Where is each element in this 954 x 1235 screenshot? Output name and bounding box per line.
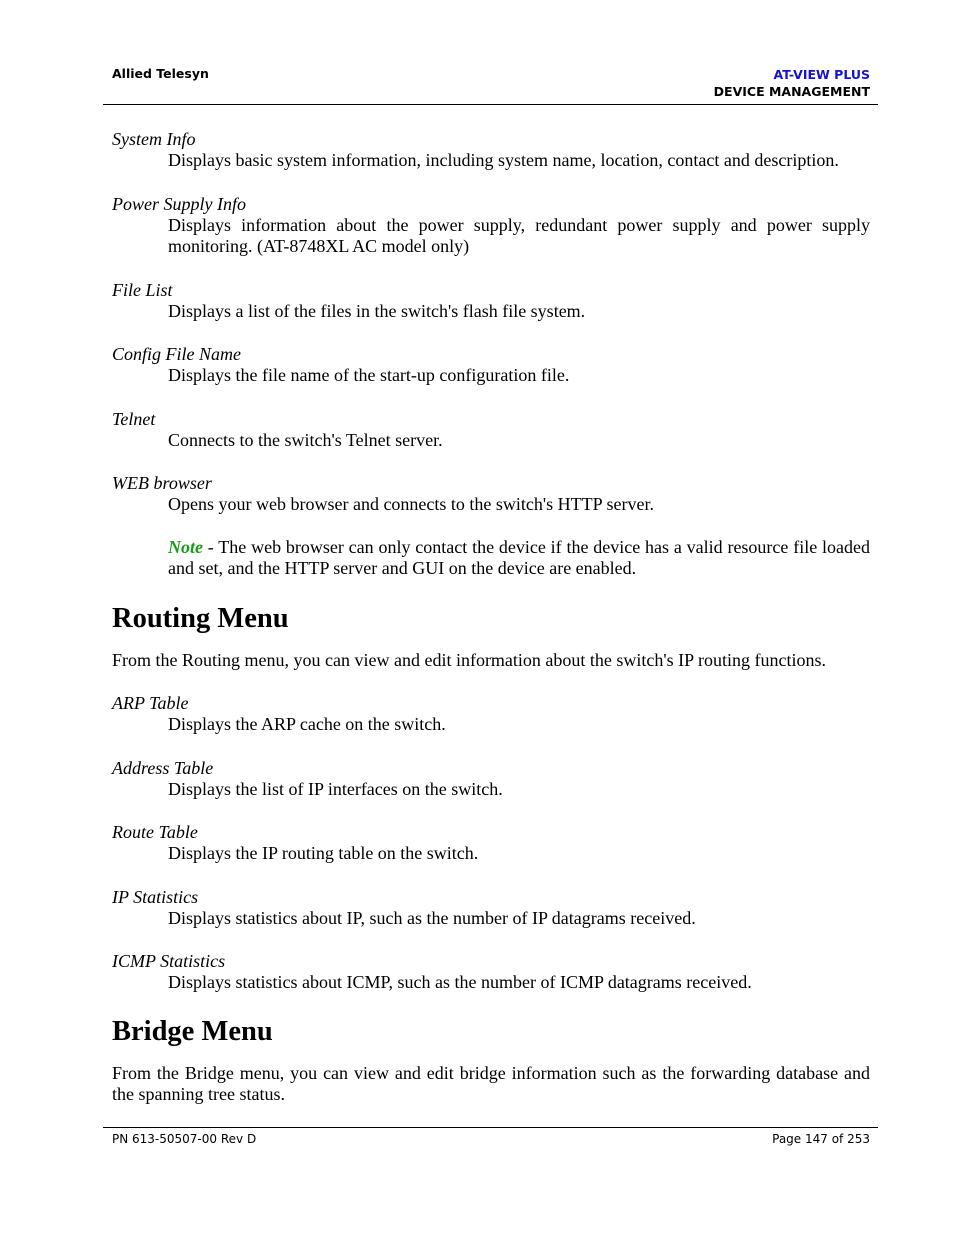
- term-arp-table: ARP Table: [112, 693, 189, 713]
- header-company: Allied Telesyn: [112, 66, 209, 81]
- header-product: AT-VIEW PLUS: [773, 67, 870, 82]
- note-paragraph: [168, 537, 870, 580]
- header-section: DEVICE MANAGEMENT: [713, 84, 870, 99]
- desc-file-list: Displays a list of the files in the switch's flash file system.: [168, 300, 586, 321]
- term-config-file-name: Config File Name: [112, 344, 241, 364]
- bridge-menu-heading: Bridge Menu: [112, 1015, 273, 1047]
- term-route-table: Route Table: [112, 822, 198, 842]
- term-file-list: File List: [112, 279, 173, 300]
- footer-part-number: PN 613-50507-00 Rev D: [112, 1132, 257, 1146]
- term-icmp-statistics: ICMP Statistics: [112, 951, 226, 971]
- footer-page-number: Page 147 of 253: [772, 1132, 870, 1146]
- page-content: [112, 128, 870, 1127]
- note-text: - The web browser can only contact the device if the device has a valid resource file loaded and set, and the HTTP server and GUI on the device are enabled.: [168, 536, 870, 578]
- desc-web-browser: Opens your web browser and connects to the switch's HTTP server.: [168, 494, 654, 514]
- desc-arp-table: Displays the ARP cache on the switch.: [168, 714, 446, 734]
- desc-ip-statistics: Displays statistics about IP, such as the number of IP datagrams received.: [168, 907, 696, 928]
- note-label: Note: [168, 536, 203, 557]
- term-power-supply-info: Power Supply Info: [112, 193, 246, 214]
- header-divider: [103, 104, 878, 105]
- bridge-intro: From the Bridge menu, you can view and edit bridge information such as the forwarding database and the spanning tree status.: [112, 1062, 870, 1104]
- desc-telnet: Connects to the switch's Telnet server.: [168, 429, 443, 450]
- desc-address-table: Displays the list of IP interfaces on the switch.: [168, 778, 503, 799]
- desc-icmp-statistics: Displays statistics about ICMP, such as the number of ICMP datagrams received.: [168, 972, 752, 992]
- desc-route-table: Displays the IP routing table on the switch.: [168, 843, 479, 863]
- term-telnet: Telnet: [112, 408, 156, 429]
- term-ip-statistics: IP Statistics: [112, 886, 199, 907]
- desc-config-file-name: Displays the file name of the start-up configuration file.: [168, 365, 570, 385]
- routing-intro: From the Routing menu, you can view and edit information about the switch's IP routing functions.: [112, 649, 826, 670]
- desc-system-info: Displays basic system information, including system name, location, contact and description.: [168, 150, 839, 170]
- header-right: [714, 66, 870, 100]
- footer-divider: [103, 1127, 878, 1128]
- term-system-info: System Info: [112, 129, 196, 149]
- term-web-browser: WEB browser: [112, 473, 212, 493]
- routing-menu-heading: Routing Menu: [112, 602, 289, 634]
- term-address-table: Address Table: [112, 757, 214, 778]
- desc-power-supply-info: Displays information about the power supply, redundant power supply and power supply monitoring. (AT-8748XL AC model only): [168, 214, 870, 256]
